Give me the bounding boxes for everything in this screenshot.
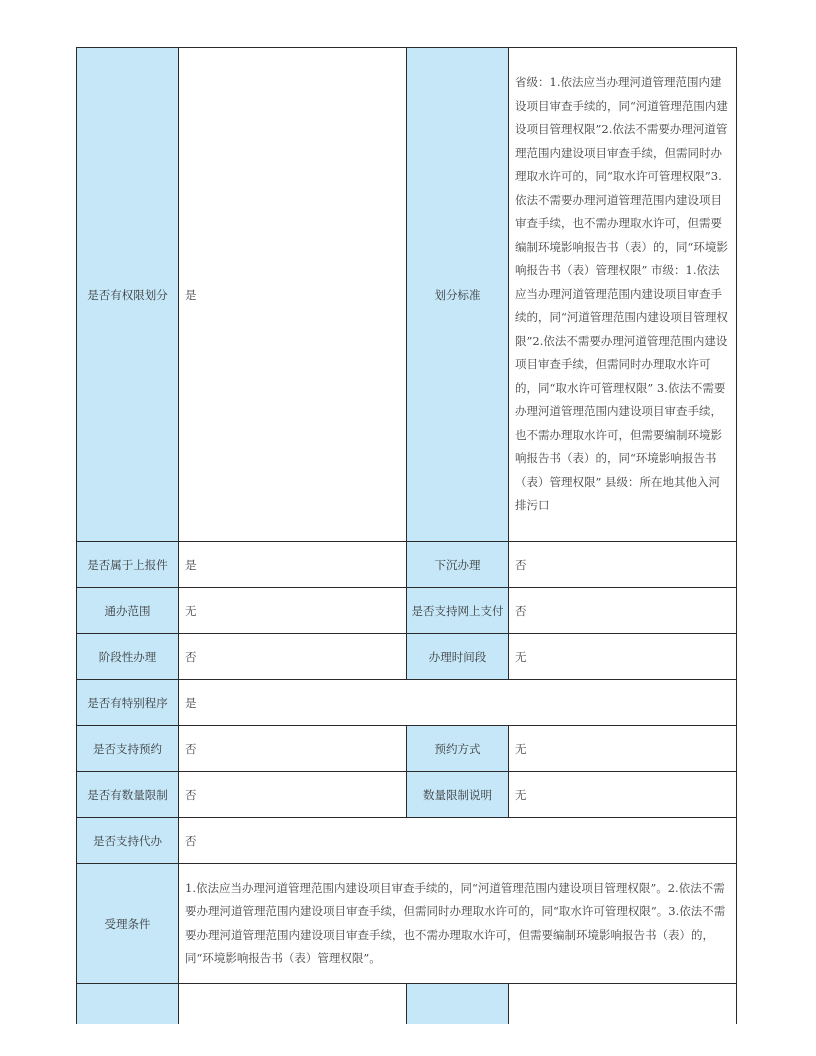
- quantity-limit-value: 否: [179, 772, 407, 818]
- empty-label-cell: [407, 984, 509, 1024]
- proxy-value: 否: [179, 818, 737, 864]
- quantity-limit-label: 是否有数量限制: [77, 772, 179, 818]
- report-up-label: 是否属于上报件: [77, 542, 179, 588]
- empty-value-cell: [179, 984, 407, 1024]
- special-procedure-value: 是: [179, 680, 737, 726]
- empty-label-cell: [77, 984, 179, 1024]
- proxy-label: 是否支持代办: [77, 818, 179, 864]
- report-up-value: 是: [179, 542, 407, 588]
- table-row: [77, 726, 737, 772]
- phased-label: 阶段性办理: [77, 634, 179, 680]
- quantity-limit-desc-value: 无: [509, 772, 737, 818]
- table-row: [77, 680, 737, 726]
- time-period-value: 无: [509, 634, 737, 680]
- table-row: [77, 634, 737, 680]
- special-procedure-label: 是否有特别程序: [77, 680, 179, 726]
- division-standard-label: 划分标准: [407, 48, 509, 542]
- appointment-method-label: 预约方式: [407, 726, 509, 772]
- division-standard-value: 省级：1.依法应当办理河道管理范围内建设项目审查手续的，同“河道管理范围内建设项目管理权限”2.依法不需要办理河道管理范围内建设项目审查手续，但需同时办理取水许可的，同“取水许可管理权限”3.依法不需要办理河道管理范围内建设项目审查手续，也不需办理取水许可，但需要编制环境影响报告书（表）的，同“环境影响报告书（表）管理权限” 市级：1.依法应当办理河道管理范围内建设项目审查手续的，同“河道管理范围内建设项目管理权限”2.依法不需要办理河道管理范围内建设项目审查手续，但需同时办理取水许可的，同“取水许可管理权限” 3.依法不需要办理河道管理范围内建设项目审查手续，也不需办理取水许可，但需要编制环境影响报告书（表）的，同“环境影响报告书（表）管理权限” 县级：所在地其他入河排污口: [509, 48, 737, 542]
- table-row: [77, 542, 737, 588]
- acceptance-conditions-value: 1.依法应当办理河道管理范围内建设项目审查手续的，同“河道管理范围内建设项目管理权限”。2.依法不需要办理河道管理范围内建设项目审查手续，但需同时办理取水许可的，同“取水许可管理权限”。3.依法不需要办理河道管理范围内建设项目审查手续，也不需办理取水许可，但需要编制环境影响报告书（表）的，同“环境影响报告书（表）管理权限”。: [179, 864, 737, 984]
- table-row: [77, 864, 737, 984]
- online-payment-label: 是否支持网上支付: [407, 588, 509, 634]
- appointment-method-value: 无: [509, 726, 737, 772]
- table-row: [77, 818, 737, 864]
- scope-label: 通办范围: [77, 588, 179, 634]
- appointment-value: 否: [179, 726, 407, 772]
- authority-division-label: 是否有权限划分: [77, 48, 179, 542]
- online-payment-value: 否: [509, 588, 737, 634]
- authority-division-value: 是: [179, 48, 407, 542]
- sink-handling-value: 否: [509, 542, 737, 588]
- table-row: [77, 588, 737, 634]
- time-period-label: 办理时间段: [407, 634, 509, 680]
- table-row: [77, 48, 737, 542]
- appointment-label: 是否支持预约: [77, 726, 179, 772]
- info-table: [76, 47, 737, 1024]
- table-row: [77, 772, 737, 818]
- quantity-limit-desc-label: 数量限制说明: [407, 772, 509, 818]
- empty-value-cell: [509, 984, 737, 1024]
- table-row: [77, 984, 737, 1024]
- acceptance-conditions-label: 受理条件: [77, 864, 179, 984]
- scope-value: 无: [179, 588, 407, 634]
- phased-value: 否: [179, 634, 407, 680]
- sink-handling-label: 下沉办理: [407, 542, 509, 588]
